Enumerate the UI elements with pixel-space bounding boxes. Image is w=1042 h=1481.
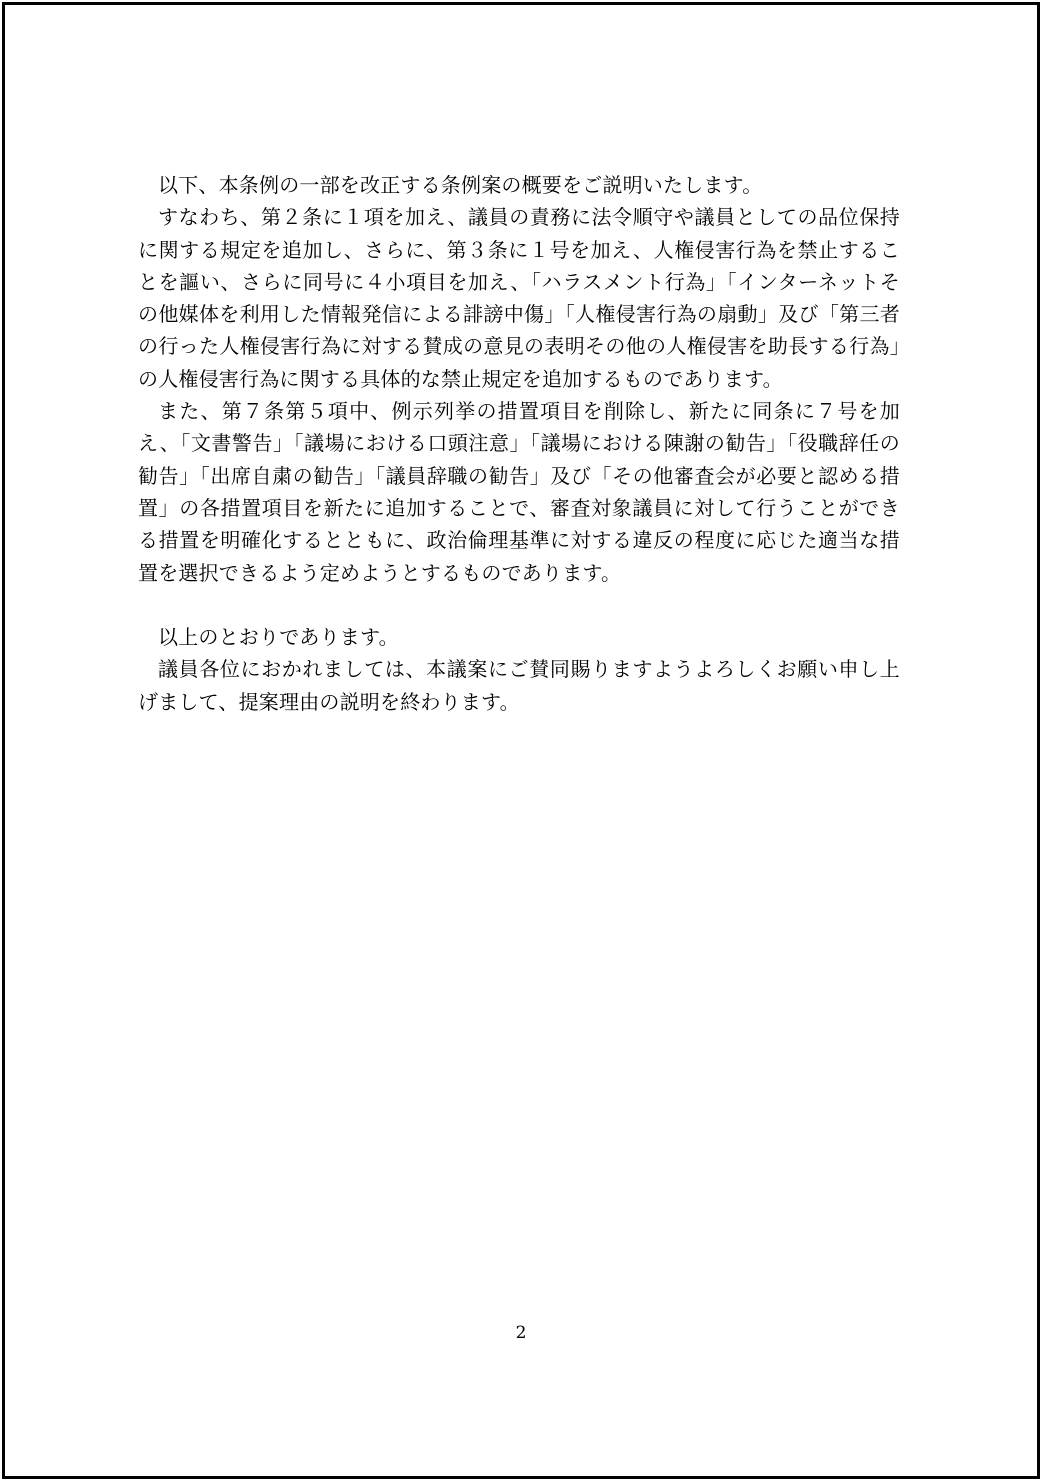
body-text [138,169,900,718]
paragraph-intro: 以下、本条例の一部を改正する条例案の概要をご説明いたします。 [158,173,763,197]
paragraph-gap [138,589,900,621]
page-number: 2 [515,1323,527,1343]
paragraph-closing-request: 議員各位におかれましては、本議案にご賛同賜りますようよろしくお願い申し上げまして、提案理由の説明を終わります。 [138,657,900,714]
paragraph-conclusion: 以上のとおりであります。 [158,625,399,650]
paragraph-article-2-3: すなわち、第２条に１項を加え、議員の責務に法令順守や議員としての品位保持に関する規定を追加し、さらに、第３条に１号を加え、人権侵害行為を禁止することを謳い、さらに同号に４小項目を加え、「ハラスメント行為」「インターネットその他媒体を利用した情報発信による誹謗中傷」「人権侵害行為の扇動」及び「第三者の行った人権侵害行為に対する賛成の意見の表明その他の人権侵害を助長する行為」の人権侵害行為に関する具体的な禁止規定を追加するものであります。 [138,205,900,391]
paragraph-article-7: また、第７条第５項中、例示列挙の措置項目を削除し、新たに同条に７号を加え、「文書警告」「議場における口頭注意」「議場における陳謝の勧告」「役職辞任の勧告」「出席自粛の勧告」「議員辞職の勧告」及び「その他審査会が必要と認める措置」の各措置項目を新たに追加することで、審査対象議員に対して行うことができる措置を明確化するとともに、政治倫理基準に対する違反の程度に応じた適当な措置を選択できるよう定めようとするものであります。 [138,399,900,585]
